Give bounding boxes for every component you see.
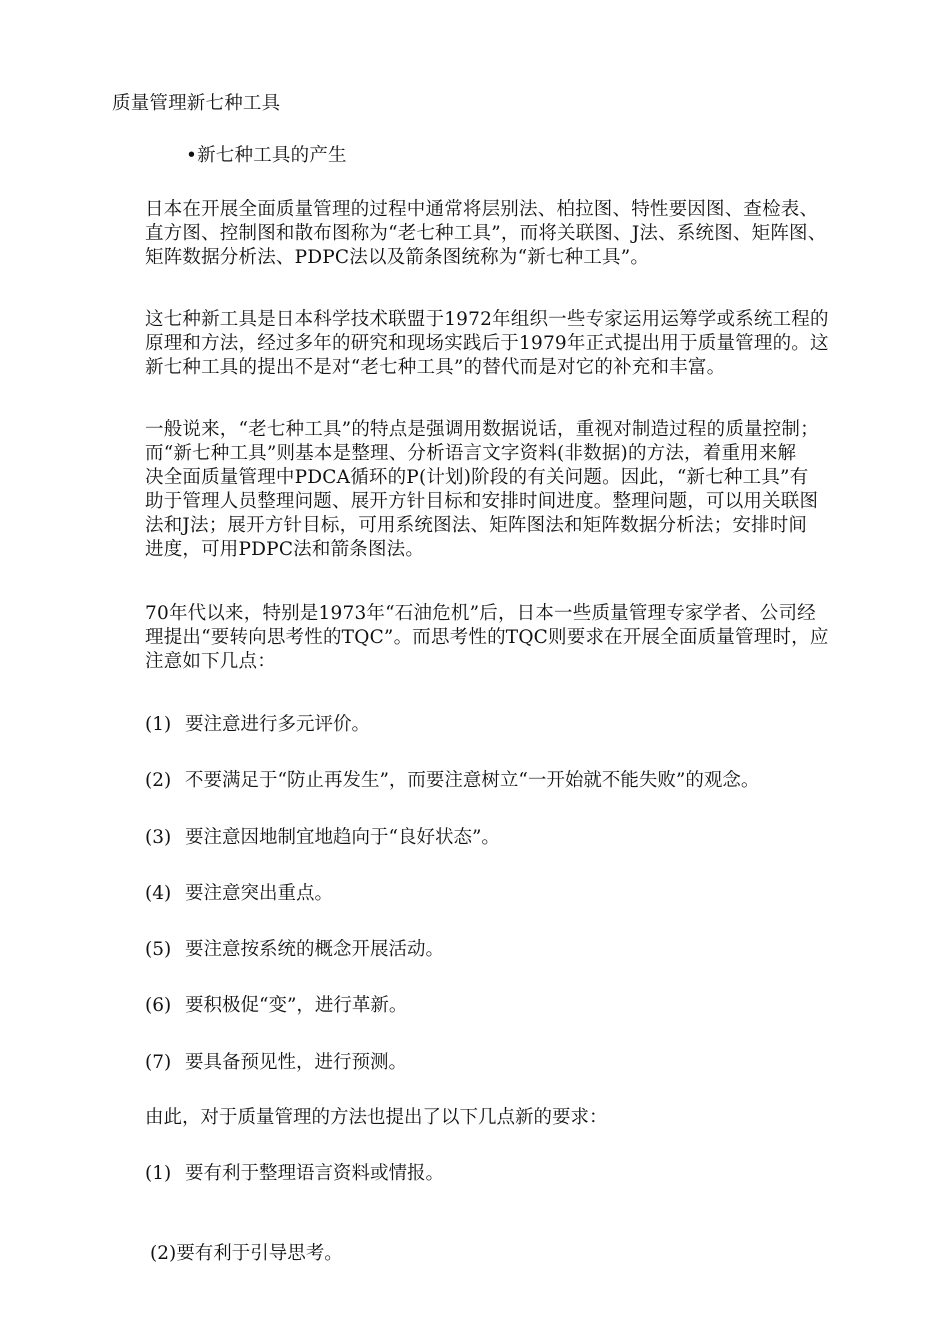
- paragraph-origin: [145, 308, 915, 380]
- paragraph-line: 法和J法；展开方针目标，可用系统图法、矩阵图法和矩阵数据分析法；安排时间: [145, 515, 808, 536]
- paragraph-line: 直方图、控制图和散布图称为“老七种工具”，而将关联图、J法、系统图、矩阵图、: [145, 223, 827, 244]
- list-number: (4): [145, 883, 172, 904]
- requirement-item: [150, 1242, 343, 1266]
- list-item: [145, 938, 444, 962]
- list-text: 要注意进行多元评价。: [185, 714, 371, 735]
- list-number: (5): [145, 939, 172, 960]
- list-item: [145, 1051, 407, 1075]
- paragraph-comparison: [145, 418, 915, 562]
- section-heading: •新七种工具的产生: [186, 145, 347, 166]
- paragraph-line: 进度，可用PDPC法和箭条图法。: [145, 539, 425, 560]
- paragraph-line: 注意如下几点：: [145, 651, 276, 672]
- paragraph-line: 而“新七种工具”则基本是整理、分析语言文字资料(非数据)的方法，着重用来解: [145, 443, 797, 464]
- list-text: 要积极促“变”，进行革新。: [185, 995, 408, 1016]
- paragraph-line: 原理和方法，经过多年的研究和现场实践后于1979年正式提出用于质量管理的。这: [145, 333, 829, 354]
- list-number: (6): [145, 995, 172, 1016]
- list-item: [145, 769, 759, 793]
- list-text: 要注意按系统的概念开展活动。: [185, 939, 445, 960]
- paragraph-line: 助于管理人员整理问题、展开方针目标和安排时间进度。整理问题，可以用关联图: [145, 491, 819, 512]
- paragraph-line: 日本在开展全面质量管理的过程中通常将层别法、柏拉图、特性要因图、查检表、: [145, 199, 819, 220]
- list-number: (1): [145, 1163, 172, 1184]
- list-text: 要注意突出重点。: [185, 883, 334, 904]
- paragraph-line: 这七种新工具是日本科学技术联盟于1972年组织一些专家运用运筹学或系统工程的: [145, 309, 829, 330]
- list-item: [145, 713, 370, 737]
- list-text: 要注意因地制宜地趋向于“良好状态”。: [185, 827, 500, 848]
- paragraph-line: 矩阵数据分析法、PDPC法以及箭条图统称为“新七种工具”。: [145, 247, 650, 268]
- list-text: 要有利于引导思考。: [176, 1243, 343, 1264]
- requirement-item: [145, 1162, 444, 1186]
- paragraph-line: 一般说来，“老七种工具”的特点是强调用数据说话，重视对制造过程的质量控制；: [145, 419, 819, 440]
- paragraph-line: 理提出“要转向思考性的TQC”。而思考性的TQC则要求在开展全面质量管理时，应: [145, 627, 829, 648]
- list-item: [145, 826, 500, 850]
- list-text: 要有利于整理语言资料或情报。: [185, 1163, 445, 1184]
- document-title: 质量管理新七种工具: [112, 93, 281, 114]
- list-item: [145, 994, 407, 1018]
- list-number: (2): [150, 1243, 177, 1264]
- list-number: (1): [145, 714, 172, 735]
- list-number: (2): [145, 770, 172, 791]
- paragraph-intro: [145, 198, 915, 270]
- list-text: 要具备预见性，进行预测。: [185, 1052, 408, 1073]
- list-number: (7): [145, 1052, 172, 1073]
- paragraph-line: 决全面质量管理中PDCA循环的P(计划)阶段的有关问题。因此，“新七种工具”有: [145, 467, 809, 488]
- list-text: 不要满足于“防止再发生”，而要注意树立“一开始就不能失败”的观念。: [185, 770, 760, 791]
- paragraph-tqc: [145, 602, 915, 674]
- paragraph-line: 70年代以来，特别是1973年“石油危机”后，日本一些质量管理专家学者、公司经: [145, 603, 816, 624]
- list-item: [145, 882, 333, 906]
- transition-sentence: 由此，对于质量管理的方法也提出了以下几点新的要求：: [145, 1107, 608, 1128]
- list-number: (3): [145, 827, 172, 848]
- paragraph-line: 新七种工具的提出不是对“老七种工具”的替代而是对它的补充和丰富。: [145, 357, 726, 378]
